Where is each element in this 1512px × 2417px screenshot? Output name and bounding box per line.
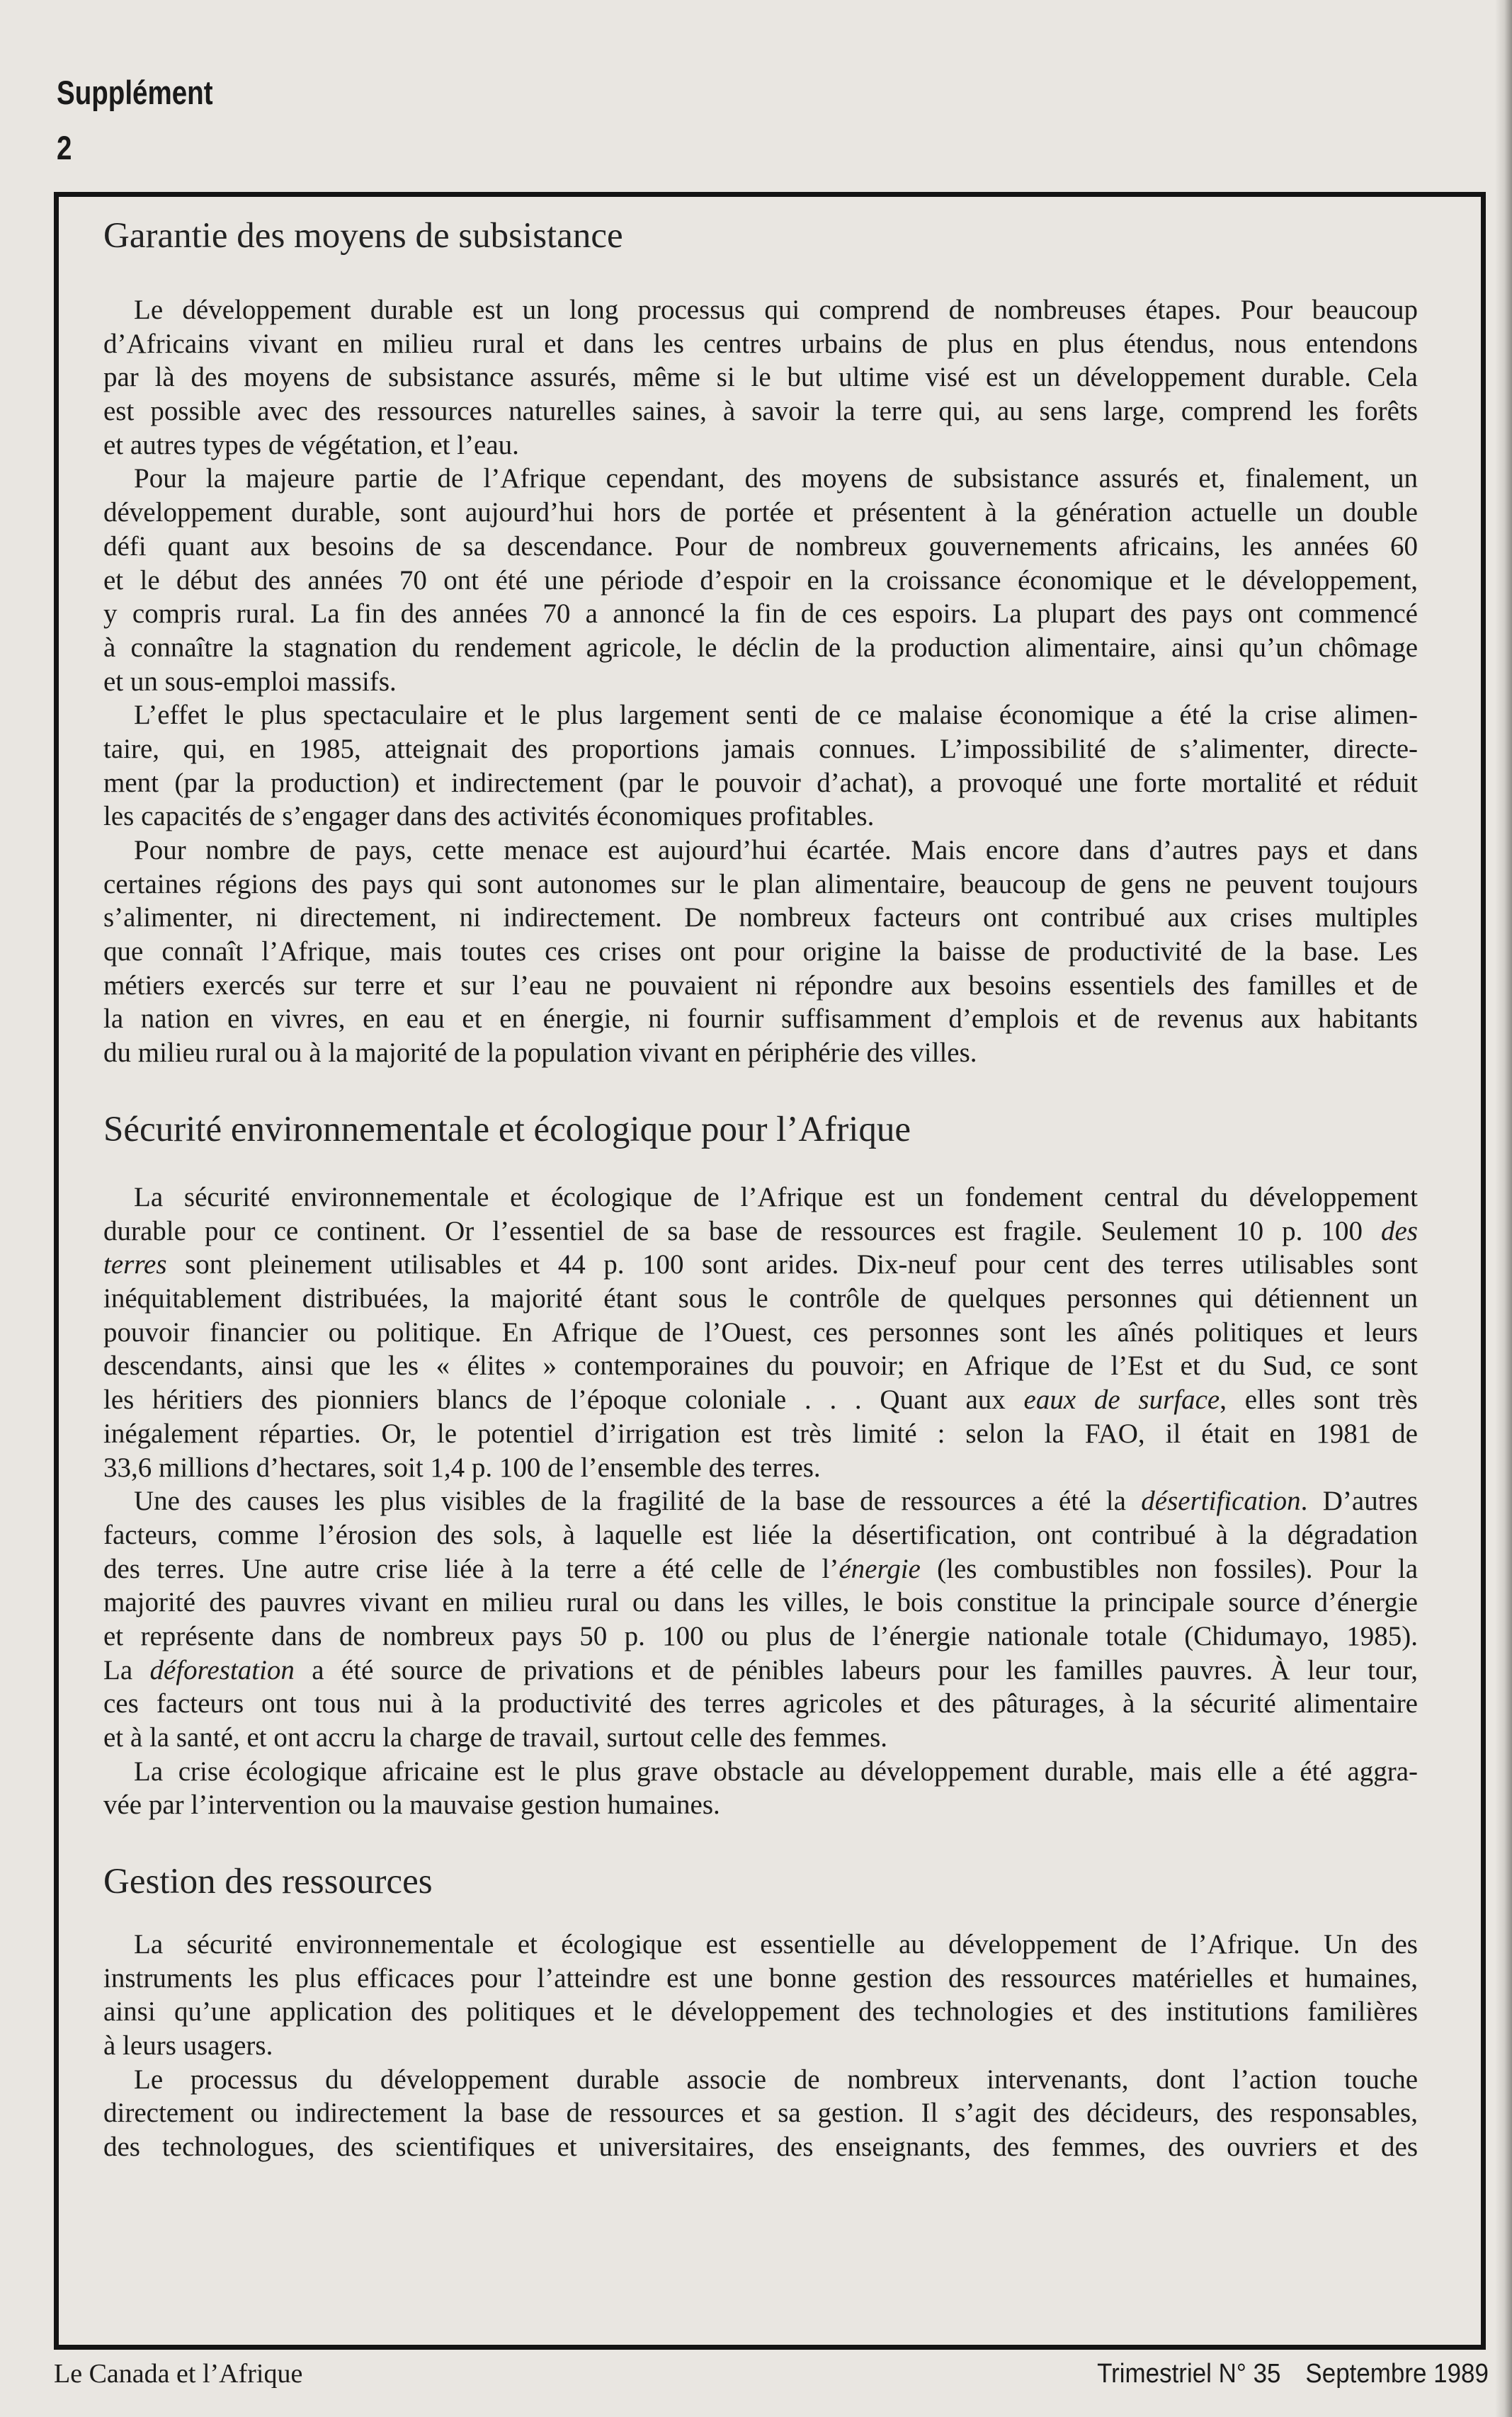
text-segment: des terres. Une autre crise liée à la terre a été celle de l’: [103, 1553, 839, 1584]
text-line: y compris rural. La fin des années 70 a annoncé la fin de ces espoirs. La plupart des pays ont commencé: [103, 598, 1418, 630]
italic-text: déforestation: [149, 1654, 295, 1685]
text-line: [103, 1248, 1418, 1282]
text-line: 33,6 millions d’hectares, soit 1,4 p. 100 de l’ensemble des terres.: [103, 1452, 821, 1483]
italic-text: des: [1381, 1215, 1418, 1246]
text-line: et le début des années 70 ont été une période d’espoir en la croissance économique et le développement,: [103, 564, 1418, 596]
text-segment: durable pour ce continent. Or l’essentiel de sa base de ressources est fragile. Seulement 10 p. 100: [103, 1215, 1381, 1246]
text-line: Le processus du développement durable associe de nombreux intervenants, dont l’action touche: [134, 2064, 1418, 2095]
issue-date: Septembre 1989: [1305, 2359, 1489, 2389]
text-line: est possible avec des ressources naturelles saines, à savoir la terre qui, au sens large, comprend les forêts: [103, 396, 1418, 427]
text-line: facteurs, comme l’érosion des sols, à laquelle est liée la désertification, ont contribué à la dégradation: [103, 1519, 1418, 1550]
text-line: [103, 1383, 1418, 1417]
issue-info: [1097, 2358, 1489, 2390]
text-line: à connaître la stagnation du rendement agricole, le déclin de la production alimentaire, ainsi qu’un chômage: [103, 632, 1418, 663]
text-line: [103, 1552, 1418, 1586]
section-heading: Sécurité environnementale et écologique pour l’Afrique: [103, 1110, 911, 1149]
text-line: les capacités de s’engager dans des activités économiques profitables.: [103, 801, 875, 832]
supplement-label: Supplément: [57, 74, 213, 111]
text-segment: Une des causes les plus visibles de la fragilité de la base de ressources a été la: [134, 1486, 1142, 1517]
text-line: L’effet le plus spectaculaire et le plus largement senti de ce malaise économique a été la crise alimen-: [134, 700, 1418, 731]
text-line: que connaît l’Afrique, mais toutes ces crises ont pour origine la baisse de productivité de la base. Les: [103, 936, 1418, 967]
paragraph: [103, 1755, 1418, 1822]
paragraph: [103, 698, 1418, 834]
section-heading: Garantie des moyens de subsistance: [103, 216, 623, 256]
text-line: développement durable, sont aujourd’hui hors de portée et présentent à la génération actuelle un double: [103, 497, 1418, 528]
publication-title: Le Canada et l’Afrique: [54, 2359, 303, 2389]
text-line: du milieu rural ou à la majorité de la population vivant en périphérie des villes.: [103, 1037, 977, 1069]
text-line: et représente dans de nombreux pays 50 p. 100 ou plus de l’énergie nationale totale (Chidumayo, 1985).: [103, 1620, 1418, 1651]
text-line: par là des moyens de subsistance assurés, même si le but ultime visé est un développement durable. Cela: [103, 362, 1418, 393]
text-line: descendants, ainsi que les « élites » contemporaines du pouvoir; en Afrique de l’Est et du Sud, ce sont: [103, 1350, 1418, 1382]
text-line: La sécurité environnementale et écologique de l’Afrique est un fondement central du développement: [134, 1182, 1418, 1212]
text-line: inégalement réparties. Or, le potentiel d’irrigation est très limité : selon la FAO, il était en 1981 de: [103, 1418, 1418, 1449]
text-line: des technologues, des scientifiques et universitaires, des enseignants, des femmes, des ouvriers et des: [103, 2132, 1418, 2163]
text-line: inéquitablement distribuées, la majorité étant sous le contrôle de quelques personnes qui détiennent un: [103, 1283, 1418, 1314]
italic-text: eaux de surface: [1023, 1384, 1220, 1416]
text-line: et autres types de végétation, et l’eau.: [103, 429, 519, 460]
text-line: La crise écologique africaine est le plus grave obstacle au développement durable, mais elle a été aggra-: [134, 1756, 1418, 1787]
text-line: défi quant aux besoins de sa descendance. Pour de nombreux gouvernements africains, les années 60: [103, 530, 1418, 562]
text-segment: La: [103, 1654, 150, 1685]
text-segment: . D’autres: [1300, 1486, 1418, 1517]
text-line: la nation en vivres, en eau et en énergie, ni fournir suffisamment d’emplois et de revenus aux habitants: [103, 1003, 1418, 1035]
text-line: à leurs usagers.: [103, 2030, 273, 2061]
paragraph: [103, 2063, 1418, 2164]
text-line: Le développement durable est un long processus qui comprend de nombreuses étapes. Pour beaucoup: [134, 295, 1418, 325]
section-body: [103, 1928, 1418, 2164]
paragraph: [103, 462, 1418, 698]
text-line: taire, qui, en 1985, atteignait des proportions jamais connues. L’impossibilité de s’alimenter, directe-: [103, 733, 1418, 764]
text-line: pouvoir financier ou politique. En Afrique de l’Ouest, ces personnes sont les aînés politiques et leurs: [103, 1316, 1418, 1348]
italic-text: énergie: [839, 1553, 921, 1584]
text-line: Pour la majeure partie de l’Afrique cependant, des moyens de subsistance assurés et, finalement, un: [134, 463, 1418, 494]
paragraph: [103, 834, 1418, 1070]
paragraph: [103, 1181, 1418, 1484]
issue-number: Trimestriel N° 35: [1097, 2359, 1281, 2389]
page-number: 2: [57, 129, 72, 166]
text-segment: , elles sont très: [1220, 1384, 1418, 1416]
text-line: d’Africains vivant en milieu rural et dans les centres urbains de plus en plus étendus, nous entendons: [103, 328, 1418, 359]
paragraph: [103, 1928, 1418, 2063]
text-line: majorité des pauvres vivant en milieu rural ou dans les villes, le bois constitue la principale source d’énergie: [103, 1587, 1418, 1618]
text-line: [103, 1215, 1418, 1249]
text-line: ment (par la production) et indirectement (par le pouvoir d’achat), a provoqué une forte mortalité et réduit: [103, 767, 1418, 798]
text-line: et à la santé, et ont accru la charge de travail, surtout celle des femmes.: [103, 1722, 888, 1753]
text-line: s’alimenter, ni directement, ni indirectement. De nombreux facteurs ont contribué aux crises multiples: [103, 902, 1418, 933]
text-line: et un sous-emploi massifs.: [103, 666, 397, 697]
text-line: certaines régions des pays qui sont autonomes sur le plan alimentaire, beaucoup de gens ne peuvent toujours: [103, 868, 1418, 899]
text-line: ces facteurs ont tous nui à la productivité des terres agricoles et des pâturages, à la sécurité alimentaire: [103, 1688, 1418, 1719]
text-line: vée par l’intervention ou la mauvaise gestion humaines.: [103, 1790, 720, 1821]
section-body: [103, 293, 1418, 1070]
text-segment: a été source de privations et de pénibles labeurs pour les familles pauvres. À leur tour,: [294, 1654, 1418, 1685]
text-line: directement ou indirectement la base de ressources et sa gestion. Il s’agit des décideurs, des responsables,: [103, 2098, 1418, 2129]
italic-text: terres: [103, 1249, 167, 1280]
section-body: [103, 1181, 1418, 1822]
text-segment: les héritiers des pionniers blancs de l’époque coloniale . . . Quant aux: [103, 1384, 1024, 1416]
text-line: La sécurité environnementale et écologique est essentielle au développement de l’Afrique. Un des: [134, 1929, 1418, 1960]
text-line: [103, 1484, 1418, 1518]
text-segment: (les combustibles non fossiles). Pour la: [920, 1553, 1418, 1584]
italic-text: désertification: [1141, 1486, 1301, 1517]
section-heading: Gestion des ressources: [103, 1862, 433, 1901]
text-line: instruments les plus efficaces pour l’atteindre est une bonne gestion des ressources matérielles et humaines,: [103, 1962, 1418, 1994]
text-line: métiers exercés sur terre et sur l’eau ne pouvaient ni répondre aux besoins essentiels des familles et de: [103, 969, 1418, 1001]
text-segment: sont pleinement utilisables et 44 p. 100 sont arides. Dix-neuf pour cent des terres utilisables sont: [166, 1249, 1418, 1280]
text-line: ainsi qu’une application des politiques et le développement des technologies et des institutions familières: [103, 1996, 1418, 2028]
text-line: Pour nombre de pays, cette menace est aujourd’hui écartée. Mais encore dans d’autres pays et dans: [134, 835, 1418, 865]
text-line: [103, 1654, 1418, 1688]
paragraph: [103, 293, 1418, 462]
paragraph: [103, 1484, 1418, 1755]
